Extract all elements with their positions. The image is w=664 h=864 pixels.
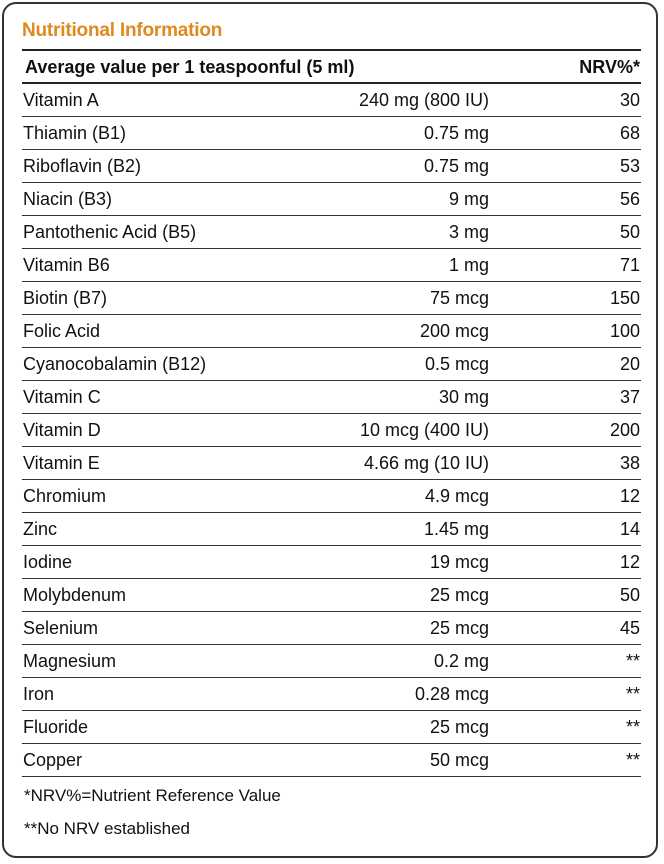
- nutrient-nrv: 45: [619, 618, 640, 638]
- footnote-nrv-definition: *NRV%=Nutrient Reference Value: [24, 786, 281, 805]
- table-row: [22, 117, 641, 150]
- nutrient-amount: 10 mcg (400 IU): [359, 420, 489, 440]
- table-row: [22, 381, 641, 414]
- nutrient-amount: 19 mcg: [429, 552, 489, 572]
- nutrient-nrv: 50: [619, 222, 640, 242]
- table-row: [22, 150, 641, 183]
- nutrient-nrv: **: [625, 750, 640, 770]
- table-row: [22, 480, 641, 513]
- table-row: [22, 414, 641, 447]
- nutrient-name: Vitamin E: [23, 453, 100, 473]
- panel-title: Nutritional Information: [22, 20, 223, 41]
- nutrient-amount: 0.28 mcg: [414, 684, 489, 704]
- nutrient-name: Selenium: [23, 618, 99, 638]
- nutrient-nrv: **: [625, 651, 640, 671]
- nutrient-name: Vitamin B6: [23, 255, 110, 275]
- nutrient-nrv: 53: [619, 156, 640, 176]
- header-nrv: NRV%*: [579, 57, 640, 77]
- footnote-no-nrv: **No NRV established: [24, 819, 190, 838]
- table-row: [22, 216, 641, 249]
- nutrient-name: Riboflavin (B2): [23, 156, 142, 176]
- nutrient-amount: 75 mcg: [429, 288, 489, 308]
- nutrient-nrv: 12: [619, 486, 640, 506]
- table-row: [22, 744, 641, 777]
- nutrient-amount: 1 mg: [448, 255, 489, 275]
- table-row: [22, 447, 641, 480]
- nutrient-amount: 50 mcg: [429, 750, 489, 770]
- table-row: [22, 579, 641, 612]
- nutrient-name: Fluoride: [23, 717, 89, 737]
- nutrient-amount: 0.5 mcg: [424, 354, 489, 374]
- header-label: Average value per 1 teaspoonful (5 ml): [25, 57, 355, 77]
- nutrient-nrv: 12: [619, 552, 640, 572]
- nutrient-amount: 0.75 mg: [423, 123, 489, 143]
- nutrient-amount: 25 mcg: [429, 585, 489, 605]
- table-body: [22, 84, 641, 777]
- table-header: [22, 49, 641, 84]
- nutrient-nrv: 150: [609, 288, 640, 308]
- nutrient-name: Vitamin A: [23, 90, 99, 110]
- nutrient-nrv: 30: [619, 90, 640, 110]
- nutrient-name: Niacin (B3): [23, 189, 113, 209]
- nutrient-amount: 4.66 mg (10 IU): [363, 453, 489, 473]
- nutrient-name: Zinc: [23, 519, 58, 539]
- nutrient-name: Vitamin C: [23, 387, 101, 407]
- nutrient-amount: 3 mg: [448, 222, 489, 242]
- nutrient-amount: 30 mg: [438, 387, 489, 407]
- nutrient-nrv: 37: [619, 387, 640, 407]
- nutrient-name: Cyanocobalamin (B12): [23, 354, 207, 374]
- table-row: [22, 348, 641, 381]
- nutrition-table: [22, 49, 641, 777]
- nutrient-name: Copper: [23, 750, 83, 770]
- nutrient-name: Magnesium: [23, 651, 117, 671]
- table-row: [22, 513, 641, 546]
- nutrient-nrv: **: [625, 684, 640, 704]
- nutrient-nrv: 50: [619, 585, 640, 605]
- nutrient-amount: 0.75 mg: [423, 156, 489, 176]
- nutrient-name: Vitamin D: [23, 420, 101, 440]
- nutrient-name: Chromium: [23, 486, 107, 506]
- nutrient-amount: 9 mg: [448, 189, 489, 209]
- table-row: [22, 84, 641, 117]
- nutrient-nrv: 100: [609, 321, 640, 341]
- table-row: [22, 282, 641, 315]
- table-row: [22, 315, 641, 348]
- nutrient-amount: 4.9 mcg: [424, 486, 489, 506]
- table-row: [22, 183, 641, 216]
- table-row: [22, 612, 641, 645]
- nutrient-name: Biotin (B7): [23, 288, 108, 308]
- nutrient-nrv: 68: [619, 123, 640, 143]
- nutrient-nrv: **: [625, 717, 640, 737]
- table-row: [22, 249, 641, 282]
- nutrient-name: Iron: [23, 684, 55, 704]
- nutrient-name: Iodine: [23, 552, 73, 572]
- nutrient-nrv: 20: [619, 354, 640, 374]
- nutrient-amount: 200 mcg: [419, 321, 489, 341]
- nutrient-nrv: 38: [619, 453, 640, 473]
- nutrient-nrv: 56: [619, 189, 640, 209]
- nutrient-name: Molybdenum: [23, 585, 127, 605]
- table-row: [22, 546, 641, 579]
- nutrient-nrv: 200: [609, 420, 640, 440]
- nutrient-name: Thiamin (B1): [23, 123, 127, 143]
- nutrient-amount: 25 mcg: [429, 618, 489, 638]
- nutrient-amount: 0.2 mg: [433, 651, 489, 671]
- table-row: [22, 711, 641, 744]
- nutrient-name: Folic Acid: [23, 321, 101, 341]
- nutrient-nrv: 71: [619, 255, 640, 275]
- nutrient-name: Pantothenic Acid (B5): [23, 222, 197, 242]
- nutrient-nrv: 14: [619, 519, 640, 539]
- nutrient-amount: 25 mcg: [429, 717, 489, 737]
- table-row: [22, 645, 641, 678]
- nutrient-amount: 1.45 mg: [423, 519, 489, 539]
- nutrient-amount: 240 mg (800 IU): [358, 90, 489, 110]
- table-row: [22, 678, 641, 711]
